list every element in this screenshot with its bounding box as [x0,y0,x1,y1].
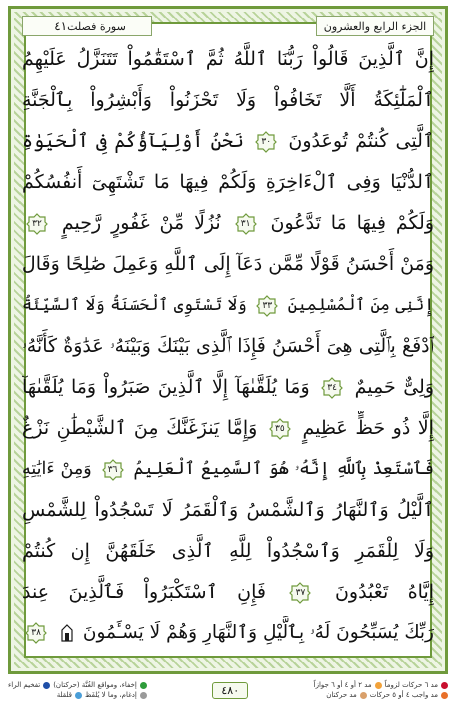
qalqalah-color-icon [75,692,82,699]
sajdah-icon [60,624,74,642]
verse-line-4: ٱلدُّنْيَا وَفِى ٱلْءَاخِرَةِ وَلَكُمْ فِيهَا مَا تَشْتَهِىٓ أَنفُسُكُمْ [22,171,434,193]
ghunnah-color-icon [140,682,147,689]
page-header [22,13,434,41]
verse-line-12: ٱلَّيْلُ وَٱلنَّهَارُ وَٱلشَّمْسُ وَٱلْقَمَرُ لَا تَسْجُدُواْ لِلشَّمْسِ [22,499,434,521]
verse-line-2: ٱلْمَلَٰٓئِكَةُ أَلَّا تَخَافُواْ وَلَا تَحْزَنُواْ وَأَبْشِرُواْ بِٱلْجَنَّةِ [22,89,434,111]
idgham-color-icon [140,692,147,699]
ayah-marker-icon: ٣٦ [102,459,124,481]
verse-line-10: إِلَّا ذُو حَظٍّ عَظِيمٍ ٣٥ وَإِمَّا يَنزَغَنَّكَ مِنَ ٱلشَّيْطَٰنِ نَزْغٌ [22,417,434,439]
verse-line-9: وَلِىٌّ حَمِيمٌ ٣٤ وَمَا يُلَقَّىٰهَآ إِلَّا ٱلَّذِينَ صَبَرُواْ وَمَا يُلَقَّىٰهَآ [22,376,434,398]
madd-jaiz-color-icon [375,682,382,689]
ayah-marker-icon: ٣٢ [26,213,48,235]
ayah-marker-icon: ٣٥ [269,418,291,440]
ayah-marker-icon: ٣٨ [25,622,47,644]
ayah-marker-icon: ٣٣ [256,295,278,317]
verse-lines [22,42,434,660]
tafkhim-color-icon [43,682,50,689]
verse-line-8: ٱدْفَعْ بِٱلَّتِى هِىَ أَحْسَنُ فَإِذَا ٱلَّذِى بَيْنَكَ وَبَيْنَهُۥ عَدَٰوَةٌ كَأَنَّهُۥ [22,335,434,357]
page-footer [8,678,448,702]
page-number: ٤٨٠ [212,682,248,699]
juz-title-box [316,16,434,36]
ayah-marker-icon: ٣٧ [289,582,311,604]
verse-line-5: وَلَكُمْ فِيهَا مَا تَدَّعُونَ ٣١ نُزُلًا مِّنْ غَفُورٍ رَّحِيمٍ ٣٢ [22,206,434,240]
juz-name: الجزء الرابع والعشرون [323,19,427,33]
madd-normal-color-icon [360,692,367,699]
verse-line-3: ٱلَّتِى كُنتُمْ تُوعَدُونَ ٣٠ نَحْنُ أَوْلِيَآؤُكُمْ فِى ٱلْحَيَوٰةِ [22,130,434,152]
ayah-marker-icon: ٣١ [235,213,257,235]
legend-left: إخفاء، ومواقع الغُنَّة (حركتان) تفخيم الراء إدغام، وما لا يُلفَظ قلقلة [8,681,147,699]
verse-line-1: إِنَّ ٱلَّذِينَ قَالُواْ رَبُّنَا ٱللَّهُ ثُمَّ ٱسْتَقَٰمُواْ تَتَنَزَّلُ عَلَيْهِمُ [22,48,434,70]
ayah-marker-icon: ٣٤ [321,377,343,399]
surah-name: سورة فصلت [67,19,126,33]
verse-line-7: إِنَّنِى مِنَ ٱلْمُسْلِمِينَ ٣٣ وَلَا تَسْتَوِى ٱلْحَسَنَةُ وَلَا ٱلسَّيِّئَةُ [22,288,434,322]
ayah-marker-icon: ٣٠ [255,131,277,153]
verse-line-14: إِيَّاهُ تَعْبُدُونَ ٣٧ فَإِنِ ٱسْتَكْبَرُواْ فَٱلَّذِينَ عِندَ [22,581,434,603]
verse-line-6: وَمَنْ أَحْسَنُ قَوْلًا مِّمَّن دَعَآ إِلَى ٱللَّهِ وَعَمِلَ صَٰلِحًا وَقَالَ [22,253,434,275]
madd-lazim-color-icon [441,682,448,689]
legend-right: مد ٦ حركات لزوماً مد ٢ أو ٤ أو ٦ جوازاً مد واجب ٤ أو ٥ حركات مد حركتان [314,681,448,699]
surah-title-box [22,16,152,36]
madd-wajib-color-icon [441,692,448,699]
verse-line-13: وَلَا لِلْقَمَرِ وَٱسْجُدُواْ لِلَّهِ ٱلَّذِى خَلَقَهُنَّ إِن كُنتُمْ [22,540,434,562]
verse-line-11: فَٱسْتَعِذْ بِٱللَّهِ إِنَّهُۥ هُوَ ٱلسَّمِيعُ ٱلْعَلِيمُ ٣٦ وَمِنْ ءَايَٰتِهِ [22,459,434,479]
surah-number: ٤١ [54,19,68,33]
verse-line-15: رَبِّكَ يُسَبِّحُونَ لَهُۥ بِٱلَّيْلِ وَٱلنَّهَارِ وَهُمْ لَا يَسْـَٔمُونَ ٣٨ [22,616,434,650]
